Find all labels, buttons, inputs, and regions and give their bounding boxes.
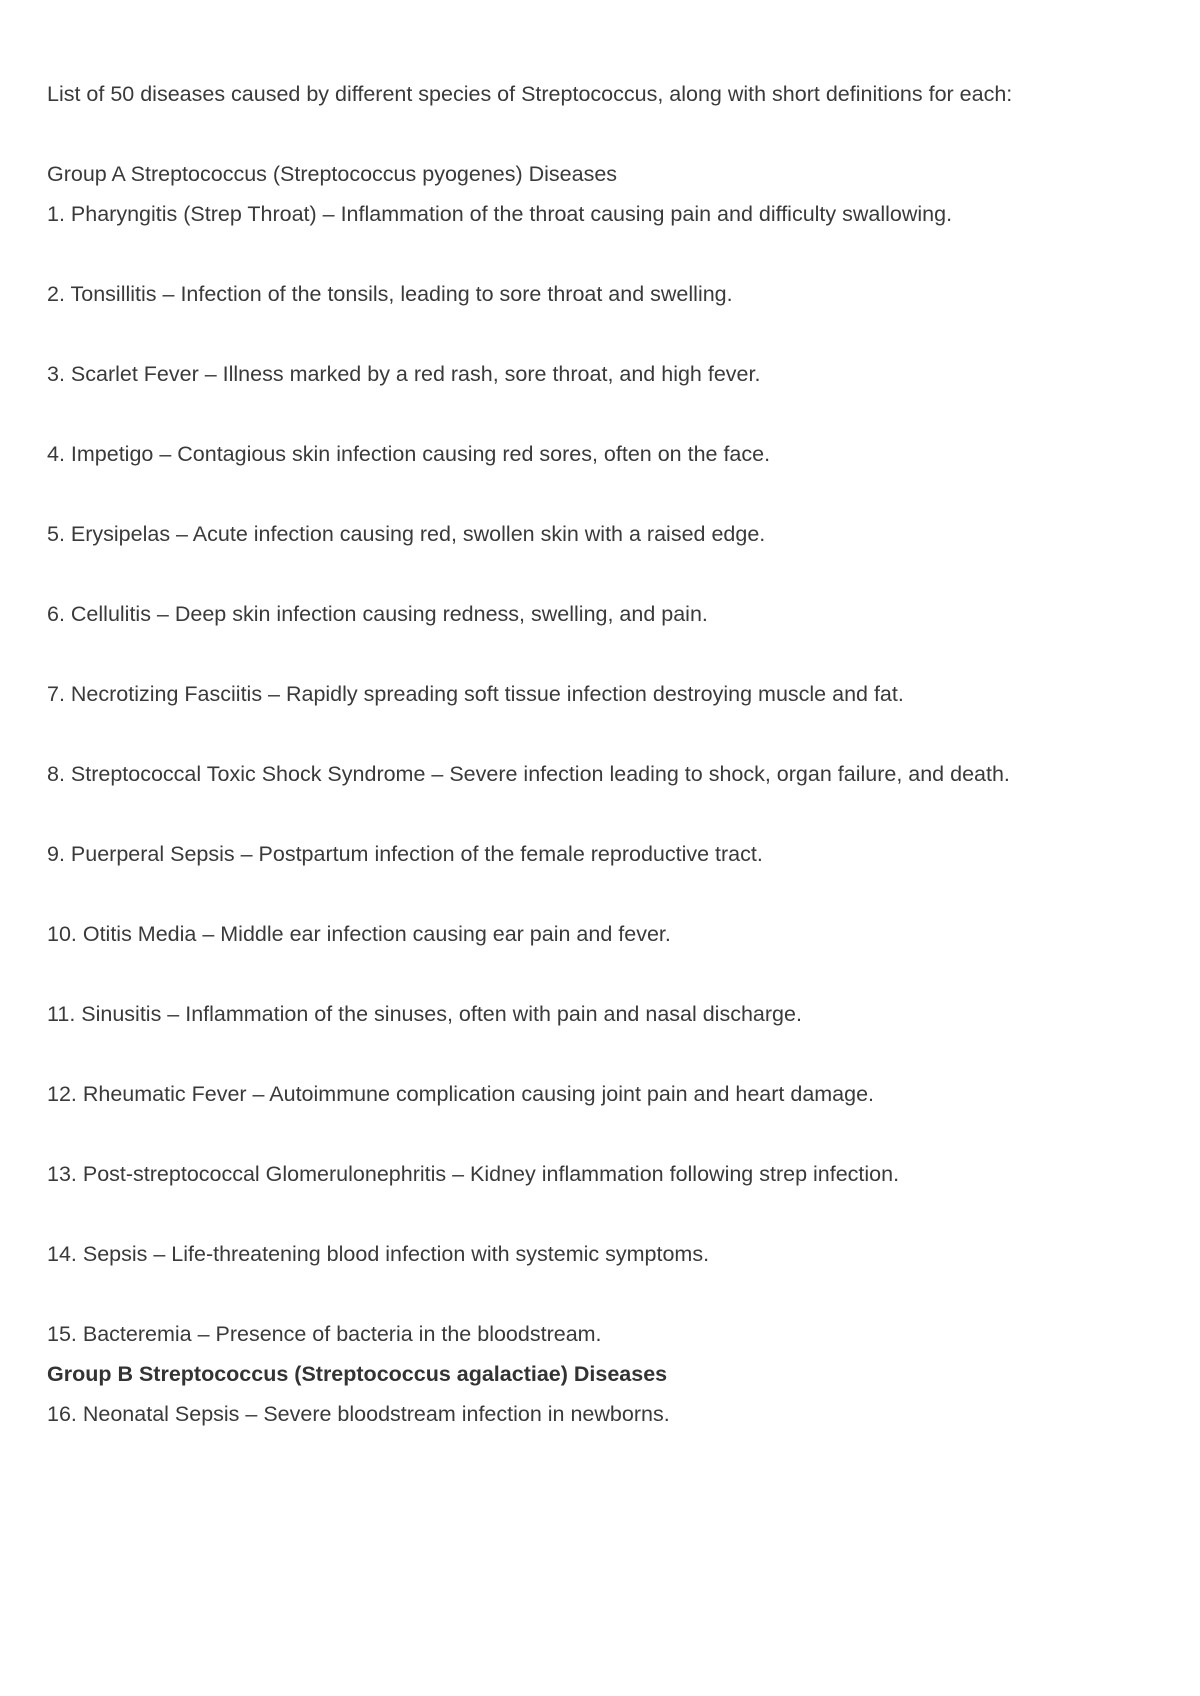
list-item: 6. Cellulitis – Deep skin infection causing redness, swelling, and pain. <box>47 602 708 626</box>
document-page <box>47 74 1157 1434</box>
list-item: 7. Necrotizing Fasciitis – Rapidly spreading soft tissue infection destroying muscle and fat. <box>47 682 904 706</box>
list-item: 11. Sinusitis – Inflammation of the sinuses, often with pain and nasal discharge. <box>47 1002 802 1026</box>
list-item: 5. Erysipelas – Acute infection causing red, swollen skin with a raised edge. <box>47 522 766 546</box>
section-group-a <box>47 154 1157 1354</box>
list-item: 8. Streptococcal Toxic Shock Syndrome – Severe infection leading to shock, organ failure, and death. <box>47 762 1010 786</box>
list-item: 1. Pharyngitis (Strep Throat) – Inflammation of the throat causing pain and difficulty swallowing. <box>47 202 953 226</box>
list-item: 12. Rheumatic Fever – Autoimmune complication causing joint pain and heart damage. <box>47 1082 875 1106</box>
list-item: 4. Impetigo – Contagious skin infection causing red sores, often on the face. <box>47 442 771 466</box>
list-item: 10. Otitis Media – Middle ear infection causing ear pain and fever. <box>47 922 671 946</box>
list-item: 14. Sepsis – Life-threatening blood infection with systemic symptoms. <box>47 1242 710 1266</box>
section-heading-group-a: Group A Streptococcus (Streptococcus pyogenes) Diseases <box>47 162 618 186</box>
list-item: 16. Neonatal Sepsis – Severe bloodstream infection in newborns. <box>47 1402 670 1426</box>
intro-paragraph: List of 50 diseases caused by different species of Streptococcus, along with short definitions for each: <box>47 82 1013 106</box>
list-item: 13. Post-streptococcal Glomerulonephritis – Kidney inflammation following strep infection. <box>47 1162 900 1186</box>
section-heading-group-b: Group B Streptococcus (Streptococcus agalactiae) Diseases <box>47 1362 668 1386</box>
list-item: 2. Tonsillitis – Infection of the tonsils, leading to sore throat and swelling. <box>47 282 733 306</box>
section-group-b <box>47 1354 1157 1434</box>
list-item: 15. Bacteremia – Presence of bacteria in the bloodstream. <box>47 1322 602 1346</box>
list-item: 9. Puerperal Sepsis – Postpartum infection of the female reproductive tract. <box>47 842 763 866</box>
list-item: 3. Scarlet Fever – Illness marked by a red rash, sore throat, and high fever. <box>47 362 761 386</box>
